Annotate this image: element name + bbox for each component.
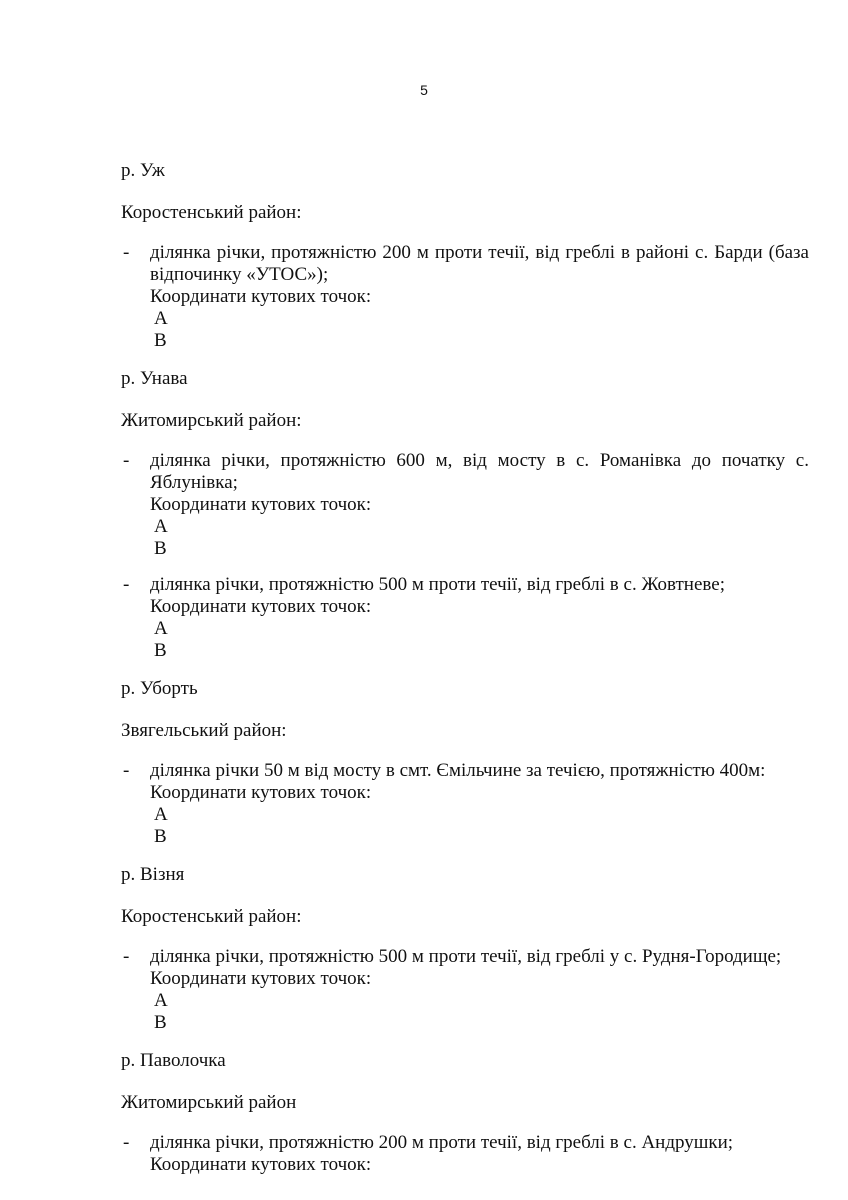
river-heading: р. Уборть bbox=[121, 678, 198, 699]
list-item bbox=[121, 242, 809, 352]
list-dash: - bbox=[123, 1132, 130, 1153]
river-section bbox=[121, 368, 809, 662]
item-description: ділянка річки, протяжністю 500 м проти течії, від греблі у с. Рудня-Городище; bbox=[150, 946, 782, 967]
list-dash: - bbox=[123, 946, 130, 967]
river-heading: р. Паволочка bbox=[121, 1050, 226, 1071]
coords-label: Координати кутових точок: bbox=[150, 782, 372, 803]
district-heading: Коростенський район: bbox=[121, 202, 302, 223]
point-label: А bbox=[154, 804, 168, 825]
coords-label: Координати кутових точок: bbox=[150, 286, 372, 307]
page-number: 5 bbox=[420, 82, 428, 98]
river-heading: р. Уж bbox=[121, 160, 165, 181]
district-heading: Звягельський район: bbox=[121, 720, 287, 741]
coords-label: Координати кутових точок: bbox=[150, 1154, 372, 1175]
point-label: В bbox=[154, 538, 167, 559]
point-label: А bbox=[154, 618, 168, 639]
point-label: А bbox=[154, 516, 168, 537]
item-description: ділянка річки, протяжністю 600 м, від мосту в с. Романівка до початку с. Яблунівка; bbox=[150, 450, 809, 493]
list-dash: - bbox=[123, 450, 130, 471]
list-dash: - bbox=[123, 574, 130, 595]
point-label: В bbox=[154, 640, 167, 661]
item-description: ділянка річки, протяжністю 500 м проти течії, від греблі в с. Жовтневе; bbox=[150, 574, 725, 595]
coords-label: Координати кутових точок: bbox=[150, 596, 372, 617]
list-item bbox=[121, 946, 809, 1034]
list-item bbox=[121, 574, 809, 662]
point-label: А bbox=[154, 990, 168, 1011]
point-label: В bbox=[154, 330, 167, 351]
point-label: В bbox=[154, 1012, 167, 1033]
river-section bbox=[121, 864, 809, 1034]
district-heading: Житомирський район: bbox=[121, 410, 302, 431]
point-label: А bbox=[154, 308, 168, 329]
item-description: ділянка річки, протяжністю 200 м проти течії, від греблі в с. Андрушки; bbox=[150, 1132, 734, 1153]
coords-label: Координати кутових точок: bbox=[150, 968, 372, 989]
river-heading: р. Унава bbox=[121, 368, 188, 389]
river-heading: р. Візня bbox=[121, 864, 185, 885]
river-section bbox=[121, 678, 809, 848]
river-section bbox=[121, 160, 809, 352]
document-body bbox=[121, 160, 809, 1192]
river-section bbox=[121, 1050, 809, 1176]
list-item bbox=[121, 1132, 809, 1176]
district-heading: Житомирський район bbox=[121, 1092, 297, 1113]
item-description: ділянка річки 50 м від мосту в смт. Ємільчине за течією, протяжністю 400м: bbox=[150, 760, 766, 781]
item-description: ділянка річки, протяжністю 200 м проти течії, від греблі в районі с. Барди (база відпочинку «УТОС»); bbox=[150, 242, 809, 285]
coords-label: Координати кутових точок: bbox=[150, 494, 372, 515]
list-dash: - bbox=[123, 242, 130, 263]
district-heading: Коростенський район: bbox=[121, 906, 302, 927]
list-item bbox=[121, 450, 809, 560]
list-item bbox=[121, 760, 809, 848]
point-label: В bbox=[154, 826, 167, 847]
list-dash: - bbox=[123, 760, 130, 781]
